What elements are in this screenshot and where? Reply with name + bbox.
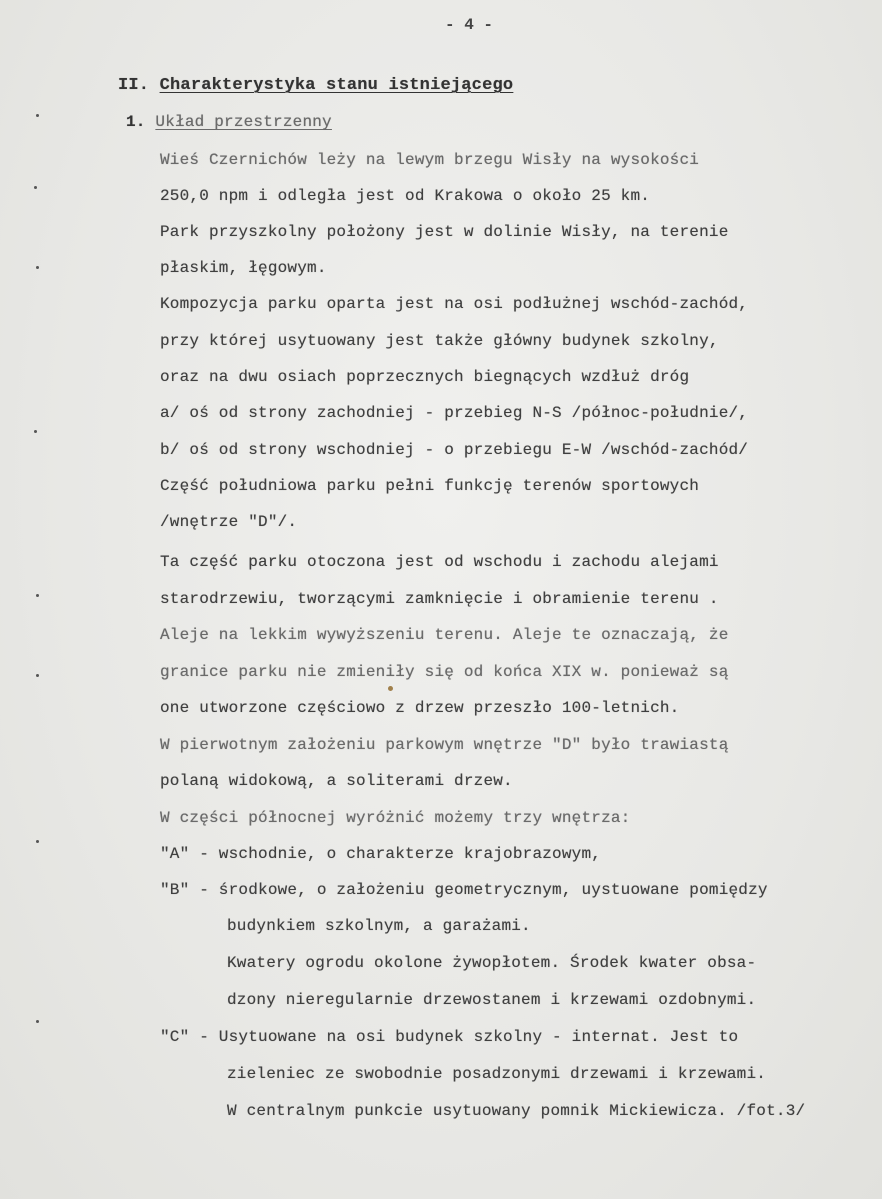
text-line: 250,0 npm i odległa jest od Krakowa o około 25 km. — [160, 187, 651, 205]
scan-speck — [36, 266, 39, 269]
paper-stain — [388, 686, 393, 691]
text-line: Kwatery ogrodu okolone żywopłotem. Środek kwater obsa- — [227, 954, 757, 972]
section-heading — [118, 76, 513, 96]
text-line: "A" - wschodnie, o charakterze krajobrazowym, — [160, 845, 602, 863]
text-line: /wnętrze "D"/. — [160, 513, 298, 531]
scan-speck — [36, 114, 39, 117]
text-line: przy której usytuowany jest także główny budynek szkolny, — [160, 332, 719, 350]
text-line: Park przyszkolny położony jest w dolinie Wisły, na terenie — [160, 223, 729, 241]
text-line: starodrzewiu, tworzącymi zamknięcie i obramienie terenu . — [160, 590, 719, 608]
text-line: polaną widokową, a soliterami drzew. — [160, 772, 513, 790]
section-heading-title: Charakterystyka stanu istniejącego — [159, 76, 514, 95]
scan-speck — [34, 186, 37, 189]
text-line: dzony nieregularnie drzewostanem i krzewami ozdobnymi. — [227, 991, 757, 1009]
text-line: Aleje na lekkim wywyższeniu terenu. Aleje te oznaczają, że — [160, 626, 729, 644]
text-line: budynkiem szkolnym, a garażami. — [227, 917, 531, 935]
text-line: oraz na dwu osiach poprzecznych biegnących wzdłuż dróg — [160, 368, 690, 386]
subsection-heading — [126, 112, 332, 132]
text-line: a/ oś od strony zachodniej - przebieg N-S /północ-południe/, — [160, 404, 749, 422]
subsection-heading-title: Układ przestrzenny — [155, 113, 332, 131]
text-line: one utworzone częściowo z drzew przeszło 100-letnich. — [160, 699, 680, 717]
text-line: granice parku nie zmieniły się od końca XIX w. ponieważ są — [160, 663, 729, 681]
text-line: b/ oś od strony wschodniej - o przebiegu E-W /wschód-zachód/ — [160, 441, 749, 459]
text-line: Kompozycja parku oparta jest na osi podłużnej wschód-zachód, — [160, 295, 749, 313]
text-line: W pierwotnym założeniu parkowym wnętrze "D" było trawiastą — [160, 736, 729, 754]
text-line: W części północnej wyróżnić możemy trzy wnętrza: — [160, 809, 631, 827]
scan-speck — [36, 674, 39, 677]
subsection-heading-number: 1. — [126, 113, 146, 131]
text-line: Część południowa parku pełni funkcję terenów sportowych — [160, 477, 700, 495]
page-number: - 4 - — [445, 16, 494, 34]
text-line: "C" - Usytuowane na osi budynek szkolny - internat. Jest to — [160, 1028, 739, 1046]
text-line: zieleniec ze swobodnie posadzonymi drzewami i krzewami. — [227, 1065, 767, 1083]
scan-speck — [36, 594, 39, 597]
section-heading-number: II. — [118, 76, 150, 95]
scan-speck — [34, 430, 37, 433]
text-line: Wieś Czernichów leży na lewym brzegu Wisły na wysokości — [160, 151, 700, 169]
scan-speck — [36, 1020, 39, 1023]
text-line: W centralnym punkcie usytuowany pomnik Mickiewicza. /fot.3/ — [227, 1102, 806, 1120]
text-line: Ta część parku otoczona jest od wschodu i zachodu alejami — [160, 553, 719, 571]
scan-speck — [36, 840, 39, 843]
text-line: płaskim, łęgowym. — [160, 259, 327, 277]
text-line: "B" - środkowe, o założeniu geometrycznym, uystuowane pomiędzy — [160, 881, 768, 899]
